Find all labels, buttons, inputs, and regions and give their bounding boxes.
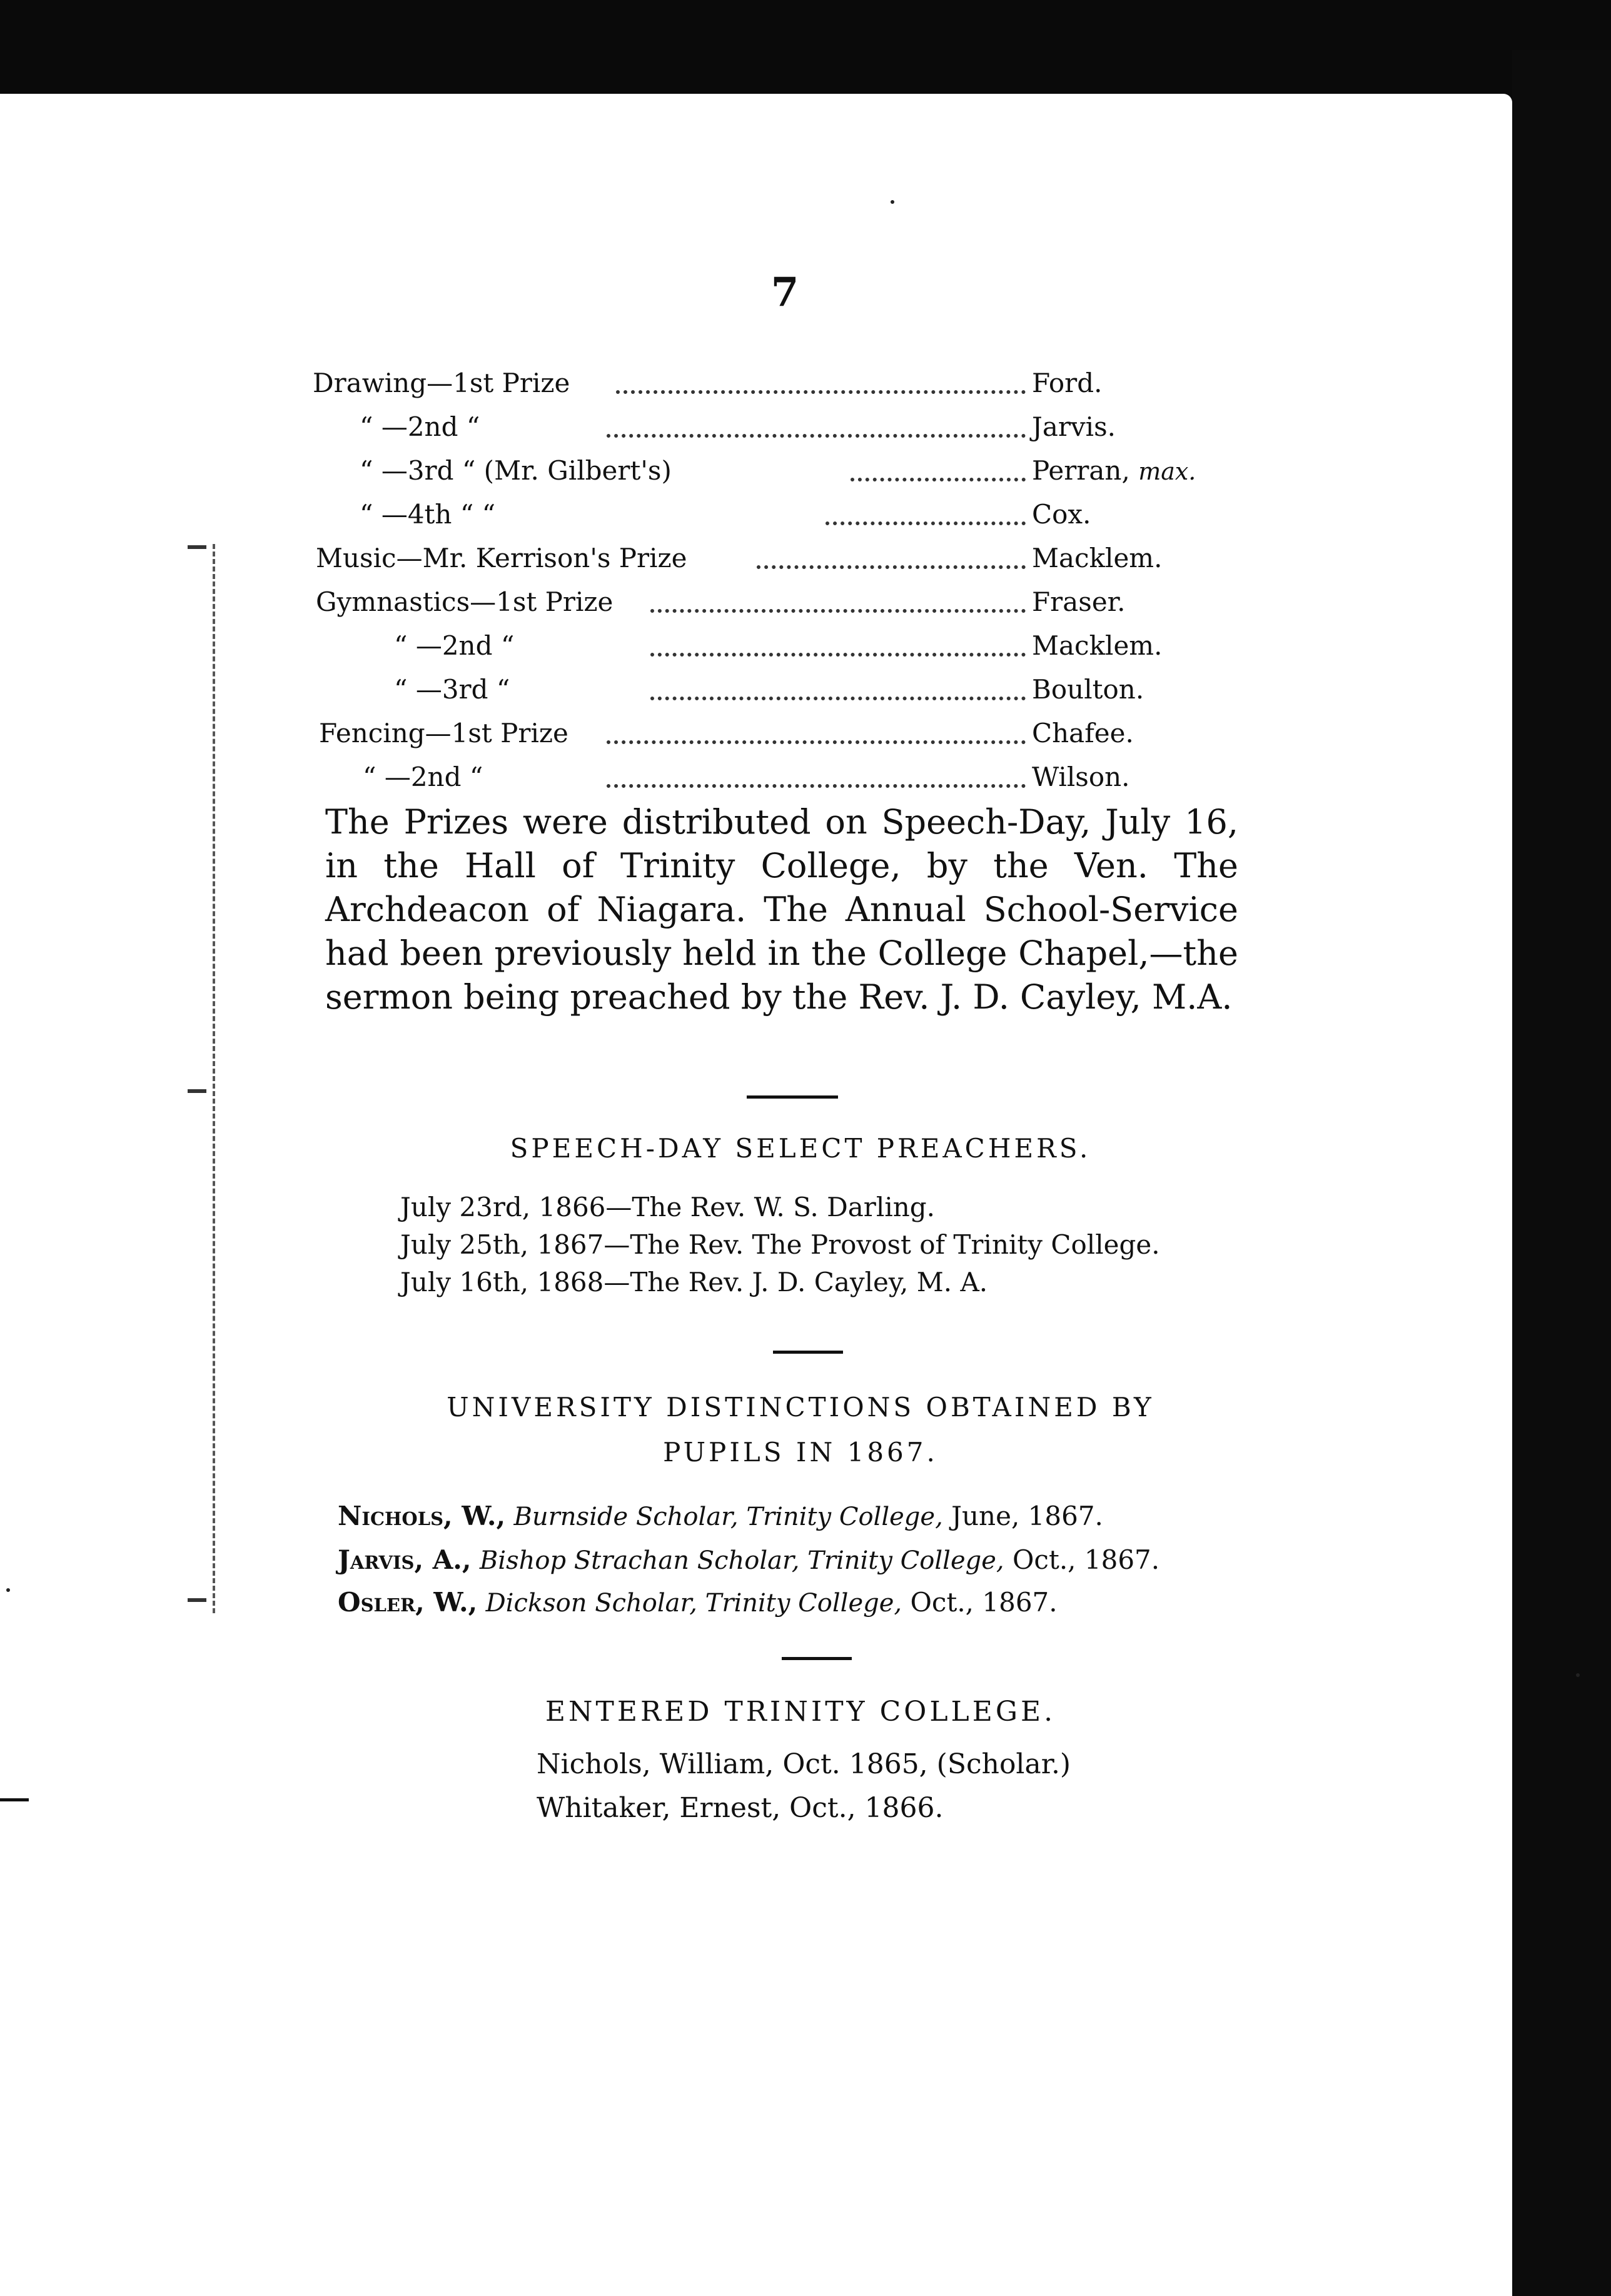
prize-winner: Macklem. <box>1032 630 1163 661</box>
leader-dots <box>650 653 1026 657</box>
section-rule <box>782 1657 852 1660</box>
prize-winner: Ford. <box>1032 368 1103 398</box>
prize-winner: Macklem. <box>1032 543 1163 573</box>
leader-dots <box>616 390 1026 394</box>
leader-dots <box>607 784 1026 788</box>
distinctions-heading: UNIVERSITY DISTINCTIONS OBTAINED BY <box>447 1392 1154 1422</box>
prize-winner: Perran, max. <box>1032 455 1196 486</box>
prize-list <box>313 361 1251 799</box>
scan-edge-mark <box>0 1798 29 1801</box>
prize-winner: Cox. <box>1032 499 1091 530</box>
prize-distribution-paragraph: The Prizes were distributed on Speech-Day, July 16, in the Hall of Trinity College, by the Ven. The Archdeacon of Niagara. The Annual School-Service had been previously held in the College Chapel,—the sermon being preached by the Rev. J. D. Cayley, M.A. <box>325 802 1238 1017</box>
prize-row <box>313 536 1251 580</box>
leader-dots <box>757 565 1026 569</box>
page-number: 7 <box>770 269 799 316</box>
leader-dots <box>650 697 1026 700</box>
prize-row <box>313 624 1251 668</box>
leader-dots <box>607 434 1026 438</box>
prize-row <box>313 493 1251 536</box>
distinctions-heading-line2: PUPILS IN 1867. <box>663 1437 938 1468</box>
prize-label: “ —3rd “ (Mr. Gilbert's) <box>360 455 672 486</box>
award-date: Oct., 1867. <box>910 1587 1058 1618</box>
prize-label: “ —2nd “ <box>363 762 483 792</box>
prize-label: “ —3rd “ <box>394 674 510 705</box>
entered-line: Whitaker, Ernest, Oct., 1866. <box>537 1792 944 1824</box>
prize-label: Gymnastics—1st Prize <box>316 587 614 617</box>
binding-mark <box>188 545 206 549</box>
award-date: Oct., 1867. <box>1012 1544 1160 1575</box>
prize-row <box>313 712 1251 755</box>
leader-dots <box>650 609 1026 613</box>
prize-row <box>313 449 1251 493</box>
entered-line: Nichols, William, Oct. 1865, (Scholar.) <box>537 1748 1071 1780</box>
scholar-name: Nichols, W., <box>338 1501 506 1531</box>
leader-dots <box>826 521 1026 525</box>
prize-label: Fencing—1st Prize <box>319 718 568 748</box>
scholar-name: Jarvis, A., <box>338 1544 472 1575</box>
preacher-line: July 25th, 1867—The Rev. The Provost of Trinity College. <box>400 1229 1160 1260</box>
scholarship-award: Burnside Scholar, Trinity College, <box>513 1503 943 1531</box>
prize-label: “ —2nd “ <box>360 411 480 442</box>
prize-winner: Boulton. <box>1032 674 1144 705</box>
preacher-line: July 23rd, 1866—The Rev. W. S. Darling. <box>400 1192 936 1222</box>
prize-row <box>313 405 1251 449</box>
scholarship-award: Dickson Scholar, Trinity College, <box>485 1589 902 1618</box>
prize-row <box>313 668 1251 712</box>
section-rule <box>773 1351 843 1354</box>
distinction-line <box>338 1587 1058 1618</box>
binding-mark <box>188 1598 206 1602</box>
prize-label: Music—Mr. Kerrison's Prize <box>316 543 687 573</box>
prize-winner: Wilson. <box>1032 762 1130 792</box>
leader-dots <box>851 478 1026 481</box>
entered-heading: ENTERED TRINITY COLLEGE. <box>545 1696 1056 1728</box>
preachers-heading: SPEECH-DAY SELECT PREACHERS. <box>510 1133 1091 1164</box>
binding-mark <box>188 1089 206 1093</box>
prize-row <box>313 361 1251 405</box>
distinction-line <box>338 1544 1159 1575</box>
prize-note: max. <box>1138 458 1196 485</box>
award-date: June, 1867. <box>951 1501 1103 1531</box>
prize-winner: Jarvis. <box>1032 411 1116 442</box>
scan-right-border <box>1512 50 1611 2296</box>
prize-winner: Chafee. <box>1032 718 1134 748</box>
binding-stitch-line <box>213 544 218 1613</box>
prize-row <box>313 755 1251 799</box>
scan-speck <box>6 1588 10 1592</box>
scholarship-award: Bishop Strachan Scholar, Trinity College, <box>479 1546 1004 1575</box>
distinction-line <box>338 1501 1103 1531</box>
leader-dots <box>607 740 1026 744</box>
prize-label: “ —4th “ “ <box>360 499 496 530</box>
section-rule <box>747 1095 838 1099</box>
prize-row <box>313 580 1251 624</box>
prize-label: Drawing—1st Prize <box>313 368 570 398</box>
scan-top-border <box>0 0 1611 106</box>
scan-speck <box>1576 1673 1580 1677</box>
prize-winner: Fraser. <box>1032 587 1126 617</box>
prize-label: “ —2nd “ <box>394 630 515 661</box>
scan-speck <box>891 200 894 204</box>
scholar-name: Osler, W., <box>338 1587 478 1618</box>
preacher-line: July 16th, 1868—The Rev. J. D. Cayley, M. A. <box>400 1267 988 1297</box>
